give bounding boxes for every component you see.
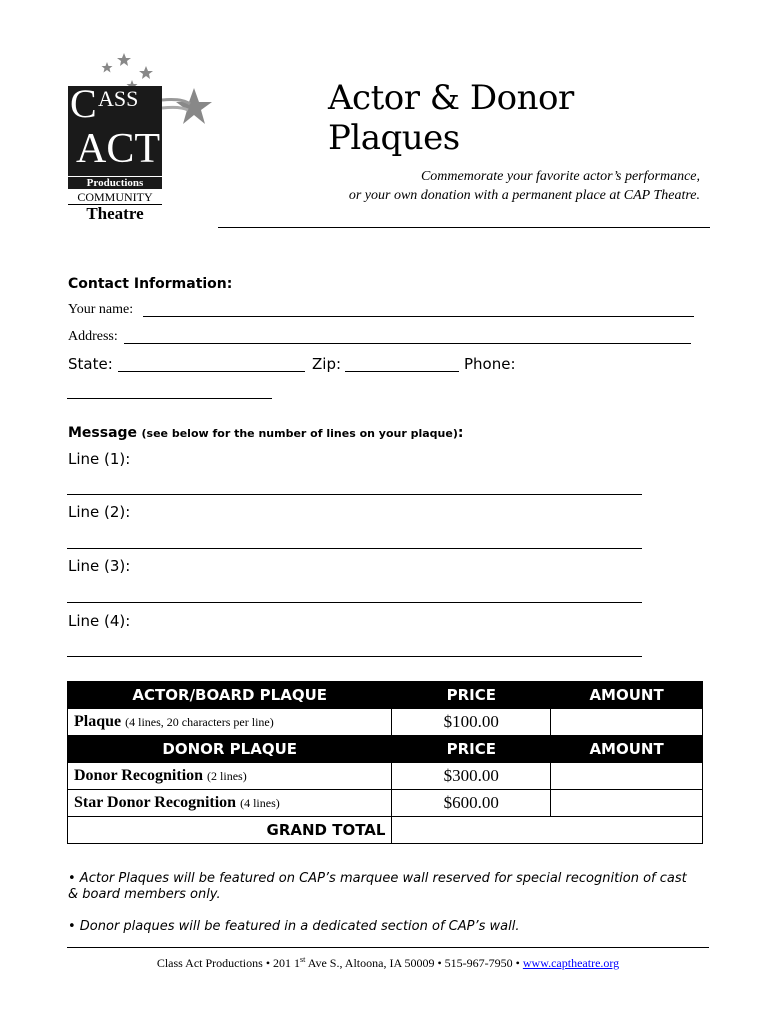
message-heading-label: Message (68, 425, 138, 441)
table-row (68, 790, 703, 817)
page-title: Actor & Donor Plaques (328, 78, 574, 158)
address-label: Address: (68, 329, 118, 344)
phone-field[interactable] (67, 398, 272, 399)
star-donor-amount-field[interactable] (551, 790, 703, 817)
footer-sup: st (300, 955, 306, 964)
footer-address-start: Class Act Productions • 201 1 (156, 956, 301, 970)
line-1-field[interactable] (67, 494, 642, 495)
table-row (68, 817, 703, 844)
plaque-name: Plaque (74, 713, 122, 730)
line-4-field[interactable] (67, 656, 642, 657)
donor-name: Donor Recognition (74, 767, 204, 784)
table-row (68, 763, 703, 790)
table-row (68, 736, 703, 763)
plaque-item (68, 709, 392, 736)
actor-plaque-header: ACTOR/BOARD PLAQUE (68, 682, 392, 709)
grand-total-label: GRAND TOTAL (68, 817, 392, 844)
actor-plaque-note: • Actor Plaques will be featured on CAP’s marquee wall reserved for special recognition of cast & board members only. (68, 871, 687, 902)
subtitle (300, 167, 700, 205)
footer (67, 955, 709, 971)
grand-total-field[interactable] (392, 817, 703, 844)
line-2-label: Line (2): (68, 503, 131, 521)
donor-item (68, 763, 392, 790)
logo-class: ASS (98, 86, 139, 111)
footer-address-rest: Ave S., Altoona, IA 50009 • 515-967-7950 • (305, 956, 523, 970)
price-table (67, 681, 703, 844)
plaque-amount-field[interactable] (551, 709, 703, 736)
name-field[interactable] (143, 316, 694, 317)
donor-price-header: PRICE (392, 736, 551, 763)
donor-amount-field[interactable] (551, 763, 703, 790)
header-divider (218, 227, 710, 228)
amount-header: AMOUNT (551, 682, 703, 709)
message-colon: : (457, 425, 464, 441)
zip-field[interactable] (345, 371, 459, 372)
class-act-logo (62, 50, 212, 225)
phone-label: Phone: (464, 355, 516, 373)
message-heading (68, 425, 463, 441)
logo-productions: Productions (68, 177, 162, 189)
donor-price: $300.00 (392, 763, 551, 790)
price-header: PRICE (392, 682, 551, 709)
table-row (68, 682, 703, 709)
star-donor-detail: (4 lines) (240, 796, 280, 810)
line-1-label: Line (1): (68, 450, 131, 468)
donor-detail: (2 lines) (207, 769, 247, 783)
logo-block (68, 81, 162, 176)
logo-theatre: Theatre (86, 204, 144, 223)
donor-plaque-note: • Donor plaques will be featured in a dedicated section of CAP’s wall. (68, 919, 520, 934)
logo-community: COMMUNITY (68, 191, 162, 205)
logo-act: ACT (76, 126, 160, 172)
plaque-price: $100.00 (392, 709, 551, 736)
contact-heading: Contact Information: (68, 276, 233, 292)
line-3-field[interactable] (67, 602, 642, 603)
subtitle-line-1: Commemorate your favorite actor’s performance, (420, 169, 700, 184)
table-row (68, 709, 703, 736)
donor-plaque-header: DONOR PLAQUE (68, 736, 392, 763)
plaque-detail: (4 lines, 20 characters per line) (125, 715, 274, 729)
line-2-field[interactable] (67, 548, 642, 549)
line-4-label: Line (4): (68, 612, 131, 630)
state-label: State: (68, 355, 113, 373)
state-field[interactable] (118, 371, 305, 372)
donor-amount-header: AMOUNT (551, 736, 703, 763)
name-label: Your name: (68, 302, 134, 317)
address-field[interactable] (124, 343, 691, 344)
star-donor-name: Star Donor Recognition (74, 794, 237, 811)
subtitle-line-2: or your own donation with a permanent place at CAP Theatre. (348, 188, 700, 203)
star-donor-price: $600.00 (392, 790, 551, 817)
star-donor-item (68, 790, 392, 817)
line-3-label: Line (3): (68, 557, 131, 575)
message-note: (see below for the number of lines on your plaque) (141, 427, 458, 440)
footer-divider (67, 947, 709, 948)
logo-c: C (70, 81, 97, 126)
website-link[interactable]: www.captheatre.org (522, 956, 620, 970)
zip-label: Zip: (312, 355, 342, 373)
